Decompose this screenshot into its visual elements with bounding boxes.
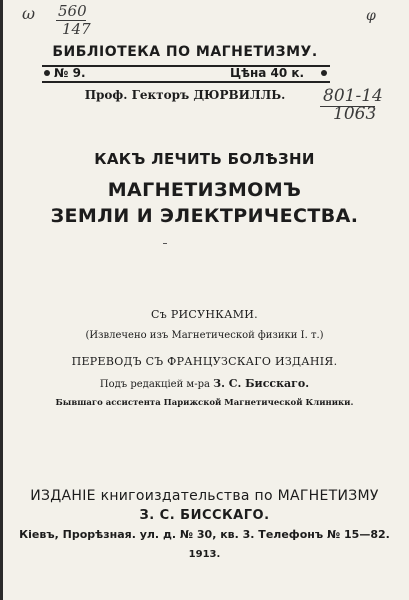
series-title: БИБЛІОТЕКА ПО МАГНЕТИЗМУ. (52, 44, 318, 60)
title-line-3: ЗЕМЛИ И ЭЛЕКТРИЧЕСТВА. (50, 205, 359, 227)
series-bullet-left (44, 70, 50, 76)
title-line-2: МАГНЕТИЗМОМЪ (107, 179, 302, 201)
illustrations-note: Съ РИСУНКАМИ. (151, 308, 258, 321)
author: Проф. Гекторъ ДЮРВИЛЛЬ. (84, 88, 286, 102)
series-bullet-right (321, 70, 327, 76)
ornament-dash (163, 243, 167, 244)
series-rule-bottom (42, 81, 330, 83)
extract-note: (Извлечено изъ Магнетической физики I. т.) (85, 330, 324, 341)
handwritten-right-mark: φ (366, 8, 376, 24)
translation-note: ПЕРЕВОДЪ СЪ ФРАНЦУЗСКАГО ИЗДАНІЯ. (71, 355, 338, 368)
issue-number: № 9. (54, 66, 86, 80)
editor-role: Бывшаго ассистента Парижской Магнетической Клиники. (55, 398, 354, 408)
publisher-address: Кіевъ, Прорѣзная. ул. д. № 30, кв. 3. Телефонъ № 15—82. (19, 528, 390, 541)
editor-name: З. С. Бисскаго. (213, 377, 310, 390)
publisher-name: З. С. БИССКАГО. (139, 508, 270, 523)
handwritten-number-bottom: 147 (62, 20, 91, 38)
editor-prefix: Подъ редакціей м-ра (99, 379, 210, 390)
editor-line (0, 377, 409, 390)
handwritten-left-mark: ω (22, 4, 36, 23)
title-line-1: КАКЪ ЛЕЧИТЬ БОЛѢЗНИ (94, 150, 315, 168)
shelf-mark-top: 801-14 (323, 86, 383, 106)
price: Цѣна 40 к. (230, 66, 305, 80)
publisher-line: ИЗДАНІЕ книгоиздательства по МАГНЕТИЗМУ (30, 488, 379, 504)
handwritten-number-top: 560 (58, 2, 87, 20)
publication-year: 1913. (188, 549, 221, 560)
shelf-mark-bottom: 1063 (333, 104, 377, 124)
